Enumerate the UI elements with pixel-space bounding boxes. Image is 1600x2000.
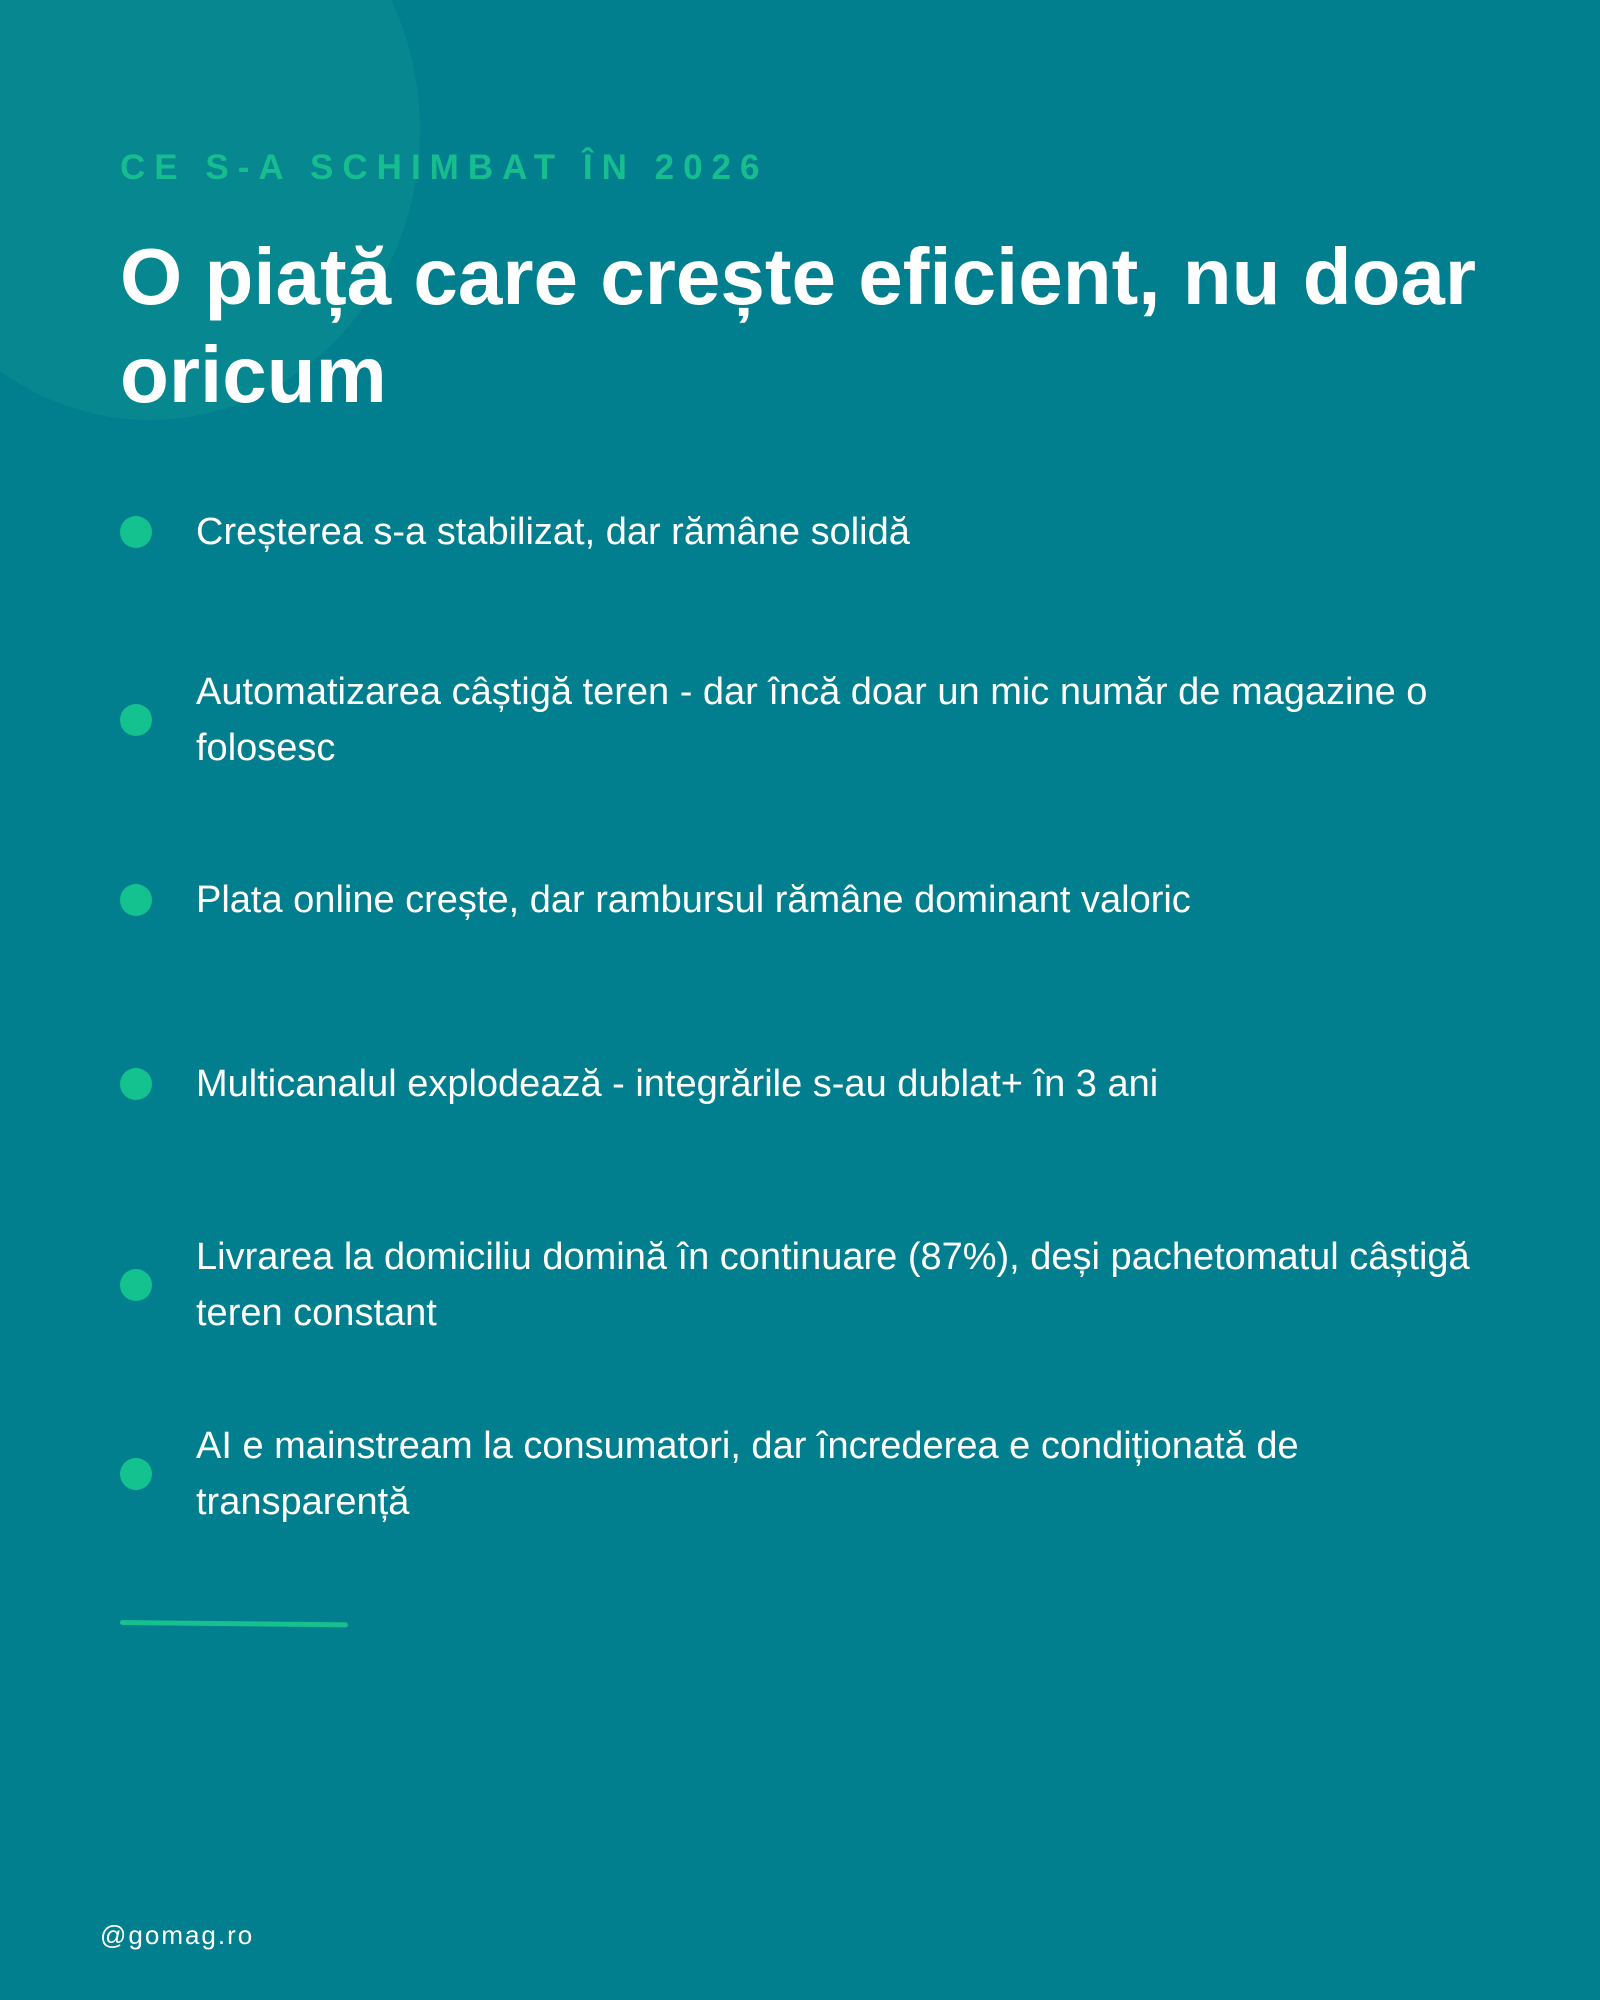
bullet-dot-icon	[120, 884, 152, 916]
accent-divider	[120, 1620, 348, 1627]
bullet-item	[120, 1056, 1500, 1112]
bullet-item	[120, 1229, 1500, 1341]
bullet-dot-icon	[120, 1458, 152, 1490]
bullet-text: Livrarea la domiciliu domină în continuare (87%), deși pachetomatul câștigă teren constant	[196, 1236, 1470, 1334]
eyebrow-label: CE S-A SCHIMBAT ÎN 2026	[120, 148, 769, 187]
bullet-text: Automatizarea câștigă teren - dar încă doar un mic număr de magazine o folosesc	[196, 671, 1428, 769]
bullet-item	[120, 504, 1500, 560]
page-title: O piață care crește eficient, nu doar oricum	[120, 232, 1477, 419]
footer-handle: @gomag.ro	[100, 1920, 255, 1950]
bullet-dot-icon	[120, 1068, 152, 1100]
bullet-text: Creșterea s-a stabilizat, dar rămâne solidă	[196, 511, 910, 553]
bullet-text: Multicanalul explodează - integrările s-au dublat+ în 3 ani	[196, 1063, 1159, 1105]
bullet-text: Plata online crește, dar rambursul rămâne dominant valoric	[196, 879, 1191, 921]
bullet-dot-icon	[120, 704, 152, 736]
bullet-item	[120, 1418, 1500, 1530]
bullet-dot-icon	[120, 1269, 152, 1301]
bullet-item	[120, 664, 1500, 776]
bullet-item	[120, 872, 1500, 928]
bullet-dot-icon	[120, 516, 152, 548]
bullet-text: AI e mainstream la consumatori, dar încrederea e condiționată de transparență	[196, 1425, 1299, 1523]
